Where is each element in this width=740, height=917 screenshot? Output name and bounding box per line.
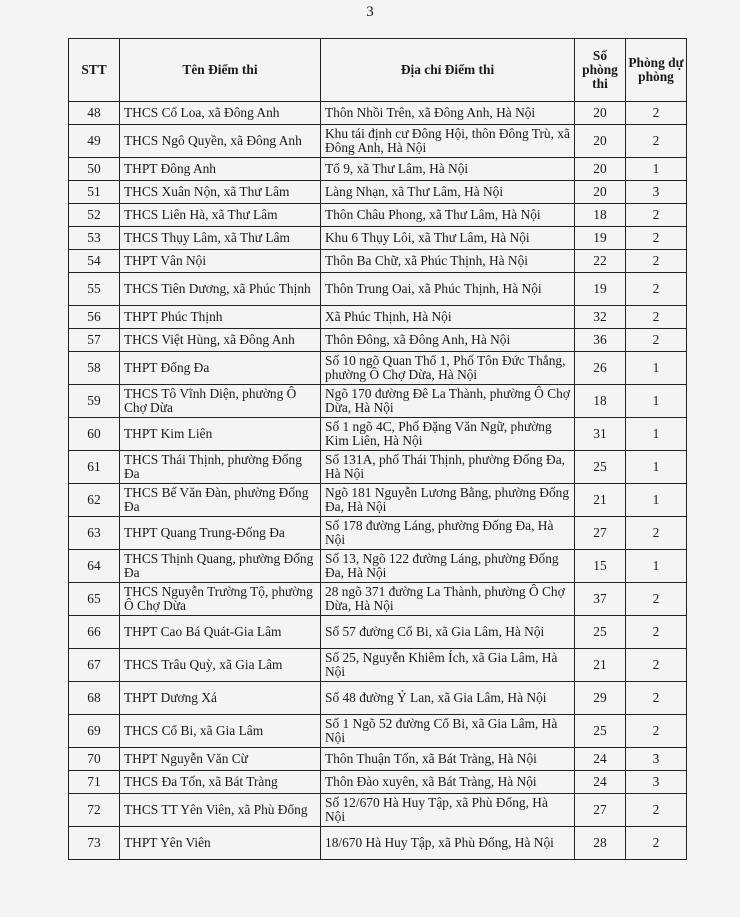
row-stt: 58: [69, 352, 120, 385]
row-venue-address: Tổ 9, xã Thư Lâm, Hà Nội: [321, 158, 575, 181]
table-row: [69, 583, 687, 616]
row-venue-name: THCS Việt Hùng, xã Đông Anh: [120, 329, 321, 352]
row-stt: 62: [69, 484, 120, 517]
row-venue-address: Thôn Đông, xã Đông Anh, Hà Nội: [321, 329, 575, 352]
row-stt: 56: [69, 306, 120, 329]
row-venue-name: THCS Thụy Lâm, xã Thư Lâm: [120, 227, 321, 250]
row-venue-name: THCS Tô Vĩnh Diện, phường Ô Chợ Dừa: [120, 385, 321, 418]
table-row: [69, 250, 687, 273]
row-venue-name: THCS Ngô Quyền, xã Đông Anh: [120, 125, 321, 158]
row-backup-rooms: 2: [626, 616, 687, 649]
row-venue-address: Thôn Châu Phong, xã Thư Lâm, Hà Nội: [321, 204, 575, 227]
row-venue-address: Thôn Nhồi Trên, xã Đông Anh, Hà Nội: [321, 102, 575, 125]
row-stt: 48: [69, 102, 120, 125]
row-backup-rooms: 2: [626, 250, 687, 273]
row-exam-rooms: 36: [575, 329, 626, 352]
row-backup-rooms: 1: [626, 385, 687, 418]
row-backup-rooms: 2: [626, 204, 687, 227]
row-exam-rooms: 37: [575, 583, 626, 616]
row-venue-address: Thôn Đào xuyên, xã Bát Tràng, Hà Nội: [321, 771, 575, 794]
row-venue-name: THCS Trâu Quỳ, xã Gia Lâm: [120, 649, 321, 682]
table-row: [69, 748, 687, 771]
row-stt: 52: [69, 204, 120, 227]
table-row: [69, 771, 687, 794]
row-venue-name: THCS Tiên Dương, xã Phúc Thịnh: [120, 273, 321, 306]
row-venue-name: THCS Nguyễn Trường Tộ, phường Ô Chợ Dừa: [120, 583, 321, 616]
table-row: [69, 550, 687, 583]
row-stt: 70: [69, 748, 120, 771]
row-exam-rooms: 20: [575, 125, 626, 158]
table-row: [69, 306, 687, 329]
row-backup-rooms: 2: [626, 227, 687, 250]
table-row: [69, 649, 687, 682]
table-row: [69, 451, 687, 484]
row-venue-name: THCS TT Yên Viên, xã Phù Đổng: [120, 794, 321, 827]
row-stt: 50: [69, 158, 120, 181]
row-venue-name: THPT Nguyễn Văn Cừ: [120, 748, 321, 771]
row-venue-name: THCS Cổ Loa, xã Đông Anh: [120, 102, 321, 125]
row-exam-rooms: 24: [575, 771, 626, 794]
row-backup-rooms: 1: [626, 451, 687, 484]
row-venue-address: Thôn Ba Chữ, xã Phúc Thịnh, Hà Nội: [321, 250, 575, 273]
row-stt: 59: [69, 385, 120, 418]
row-stt: 73: [69, 827, 120, 860]
table-row: [69, 794, 687, 827]
table-row: [69, 227, 687, 250]
table-row: [69, 418, 687, 451]
row-venue-address: Khu tái định cư Đông Hội, thôn Đông Trù, xã Đông Anh, Hà Nội: [321, 125, 575, 158]
row-exam-rooms: 28: [575, 827, 626, 860]
row-backup-rooms: 2: [626, 583, 687, 616]
header-exam-rooms: Số phòng thi: [575, 39, 626, 102]
row-venue-name: THPT Kim Liên: [120, 418, 321, 451]
row-backup-rooms: 2: [626, 329, 687, 352]
table-row: [69, 181, 687, 204]
row-stt: 49: [69, 125, 120, 158]
row-backup-rooms: 1: [626, 484, 687, 517]
row-stt: 55: [69, 273, 120, 306]
row-backup-rooms: 2: [626, 794, 687, 827]
row-venue-name: THCS Cổ Bi, xã Gia Lâm: [120, 715, 321, 748]
row-venue-name: THPT Đống Đa: [120, 352, 321, 385]
table-row: [69, 517, 687, 550]
row-exam-rooms: 25: [575, 715, 626, 748]
row-backup-rooms: 1: [626, 418, 687, 451]
row-exam-rooms: 25: [575, 616, 626, 649]
table-row: [69, 827, 687, 860]
table-row: [69, 273, 687, 306]
row-stt: 72: [69, 794, 120, 827]
row-venue-address: 28 ngõ 371 đường La Thành, phường Ô Chợ Dừa, Hà Nội: [321, 583, 575, 616]
row-stt: 71: [69, 771, 120, 794]
row-venue-name: THCS Thái Thịnh, phường Đống Đa: [120, 451, 321, 484]
table-row: [69, 385, 687, 418]
page-number: 3: [366, 4, 374, 20]
row-exam-rooms: 21: [575, 484, 626, 517]
row-venue-address: Xã Phúc Thịnh, Hà Nội: [321, 306, 575, 329]
table-row: [69, 204, 687, 227]
row-venue-name: THPT Yên Viên: [120, 827, 321, 860]
row-backup-rooms: 1: [626, 352, 687, 385]
row-venue-name: THCS Xuân Nộn, xã Thư Lâm: [120, 181, 321, 204]
row-venue-address: Số 25, Nguyễn Khiêm Ích, xã Gia Lâm, Hà Nội: [321, 649, 575, 682]
row-venue-name: THPT Phúc Thịnh: [120, 306, 321, 329]
row-backup-rooms: 3: [626, 181, 687, 204]
row-stt: 53: [69, 227, 120, 250]
row-exam-rooms: 25: [575, 451, 626, 484]
row-backup-rooms: 2: [626, 715, 687, 748]
row-venue-name: THCS Thịnh Quang, phường Đống Đa: [120, 550, 321, 583]
row-exam-rooms: 21: [575, 649, 626, 682]
row-stt: 54: [69, 250, 120, 273]
row-backup-rooms: 1: [626, 550, 687, 583]
row-venue-address: Thôn Trung Oai, xã Phúc Thịnh, Hà Nội: [321, 273, 575, 306]
row-exam-rooms: 18: [575, 385, 626, 418]
table-row: [69, 125, 687, 158]
row-venue-address: Số 12/670 Hà Huy Tập, xã Phù Đổng, Hà Nội: [321, 794, 575, 827]
row-venue-address: 18/670 Hà Huy Tập, xã Phù Đổng, Hà Nội: [321, 827, 575, 860]
table-row: [69, 484, 687, 517]
row-stt: 67: [69, 649, 120, 682]
row-backup-rooms: 2: [626, 682, 687, 715]
row-venue-address: Số 1 Ngõ 52 đường Cổ Bi, xã Gia Lâm, Hà Nội: [321, 715, 575, 748]
row-exam-rooms: 20: [575, 158, 626, 181]
row-exam-rooms: 15: [575, 550, 626, 583]
row-backup-rooms: 2: [626, 125, 687, 158]
row-venue-name: THCS Bế Văn Đàn, phường Đống Đa: [120, 484, 321, 517]
row-exam-rooms: 26: [575, 352, 626, 385]
exam-venues-table: [68, 38, 687, 860]
row-backup-rooms: 2: [626, 273, 687, 306]
table-row: [69, 158, 687, 181]
header-stt: STT: [69, 39, 120, 102]
row-stt: 60: [69, 418, 120, 451]
header-backup-rooms: Phòng dự phòng: [626, 39, 687, 102]
row-venue-name: THPT Dương Xá: [120, 682, 321, 715]
row-backup-rooms: 2: [626, 649, 687, 682]
row-exam-rooms: 18: [575, 204, 626, 227]
row-venue-address: Thôn Thuận Tốn, xã Bát Tràng, Hà Nội: [321, 748, 575, 771]
row-stt: 57: [69, 329, 120, 352]
row-venue-address: Số 178 đường Láng, phường Đống Đa, Hà Nội: [321, 517, 575, 550]
row-exam-rooms: 20: [575, 181, 626, 204]
row-backup-rooms: 2: [626, 517, 687, 550]
row-backup-rooms: 3: [626, 771, 687, 794]
row-venue-address: Số 13, Ngõ 122 đường Láng, phường Đống Đa, Hà Nội: [321, 550, 575, 583]
row-venue-address: Số 1 ngõ 4C, Phố Đặng Văn Ngữ, phường Kim Liên, Hà Nội: [321, 418, 575, 451]
row-stt: 64: [69, 550, 120, 583]
row-exam-rooms: 27: [575, 517, 626, 550]
row-venue-name: THCS Đa Tốn, xã Bát Tràng: [120, 771, 321, 794]
row-stt: 68: [69, 682, 120, 715]
row-venue-name: THPT Cao Bá Quát-Gia Lâm: [120, 616, 321, 649]
table-row: [69, 715, 687, 748]
table-row: [69, 329, 687, 352]
row-venue-name: THPT Đông Anh: [120, 158, 321, 181]
row-backup-rooms: 1: [626, 158, 687, 181]
row-backup-rooms: 2: [626, 306, 687, 329]
row-backup-rooms: 2: [626, 102, 687, 125]
table-row: [69, 352, 687, 385]
row-venue-address: Số 10 ngõ Quan Thổ 1, Phố Tôn Đức Thắng, phường Ô Chợ Dừa, Hà Nội: [321, 352, 575, 385]
row-exam-rooms: 19: [575, 273, 626, 306]
row-stt: 65: [69, 583, 120, 616]
row-exam-rooms: 29: [575, 682, 626, 715]
row-venue-name: THPT Vân Nội: [120, 250, 321, 273]
row-venue-name: THCS Liên Hà, xã Thư Lâm: [120, 204, 321, 227]
table-header-row: [69, 39, 687, 102]
row-stt: 61: [69, 451, 120, 484]
row-exam-rooms: 31: [575, 418, 626, 451]
row-venue-address: Làng Nhạn, xã Thư Lâm, Hà Nội: [321, 181, 575, 204]
header-venue-address: Địa chỉ Điểm thi: [321, 39, 575, 102]
row-exam-rooms: 20: [575, 102, 626, 125]
row-exam-rooms: 24: [575, 748, 626, 771]
row-venue-address: Ngõ 170 đường Đê La Thành, phường Ô Chợ Dừa, Hà Nội: [321, 385, 575, 418]
row-venue-address: Khu 6 Thụy Lôi, xã Thư Lâm, Hà Nội: [321, 227, 575, 250]
row-backup-rooms: 3: [626, 748, 687, 771]
table-row: [69, 682, 687, 715]
row-exam-rooms: 27: [575, 794, 626, 827]
row-exam-rooms: 22: [575, 250, 626, 273]
row-exam-rooms: 19: [575, 227, 626, 250]
table-row: [69, 616, 687, 649]
header-venue-name: Tên Điểm thi: [120, 39, 321, 102]
row-stt: 66: [69, 616, 120, 649]
row-backup-rooms: 2: [626, 827, 687, 860]
table-row: [69, 102, 687, 125]
row-exam-rooms: 32: [575, 306, 626, 329]
row-venue-address: Số 57 đường Cổ Bi, xã Gia Lâm, Hà Nội: [321, 616, 575, 649]
row-venue-address: Số 48 đường Ỷ Lan, xã Gia Lâm, Hà Nội: [321, 682, 575, 715]
row-venue-address: Số 131A, phố Thái Thịnh, phường Đống Đa, Hà Nội: [321, 451, 575, 484]
row-stt: 51: [69, 181, 120, 204]
row-stt: 69: [69, 715, 120, 748]
row-venue-address: Ngõ 181 Nguyễn Lương Bằng, phường Đống Đa, Hà Nội: [321, 484, 575, 517]
row-stt: 63: [69, 517, 120, 550]
row-venue-name: THPT Quang Trung-Đống Đa: [120, 517, 321, 550]
